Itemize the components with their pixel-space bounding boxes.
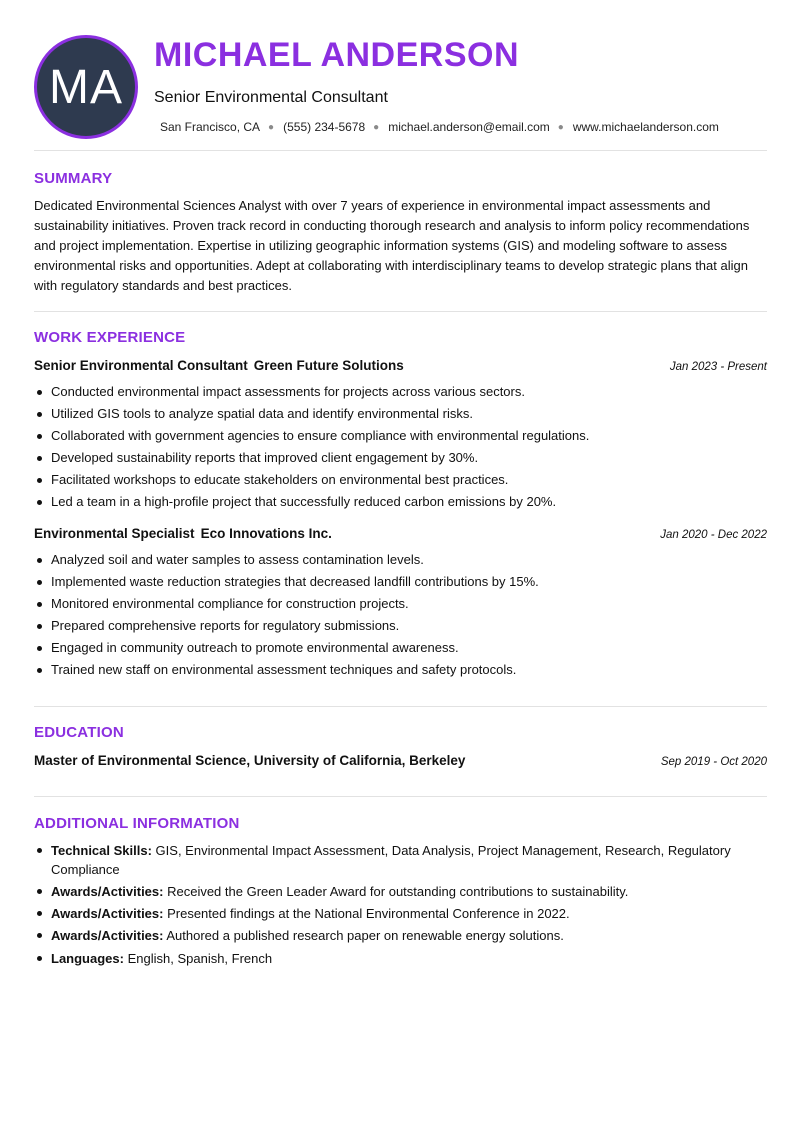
education-entry [34, 753, 767, 768]
job-role: Senior Environmental Consultant [34, 358, 248, 373]
separator-dot-icon: ● [268, 121, 275, 133]
info-text: GIS, Environmental Impact Assessment, Data Analysis, Project Management, Research, Regulatory Compliance [51, 843, 731, 877]
divider [34, 706, 767, 707]
candidate-name: MICHAEL ANDERSON [154, 36, 520, 74]
divider [34, 150, 767, 151]
list-item: Implemented waste reduction strategies that decreased landfill contributions by 15%. [34, 571, 767, 593]
job-role: Environmental Specialist [34, 526, 195, 541]
contact-website[interactable]: www.michaelanderson.com [572, 120, 719, 134]
list-item: Conducted environmental impact assessments for projects across various sectors. [34, 381, 767, 403]
contact-line [160, 120, 760, 134]
summary-heading: SUMMARY [34, 170, 113, 187]
education-dates: Sep 2019 - Oct 2020 [660, 756, 767, 768]
list-item [34, 926, 767, 945]
divider [34, 796, 767, 797]
job-header [34, 526, 767, 541]
info-label: Awards/Activities: [51, 884, 164, 899]
contact-location: San Francisco, CA [160, 120, 261, 134]
info-text: Authored a published research paper on renewable energy solutions. [166, 928, 564, 943]
list-item [34, 949, 767, 968]
list-item: Facilitated workshops to educate stakeholders on environmental best practices. [34, 469, 767, 491]
additional-info-heading: ADDITIONAL INFORMATION [34, 815, 240, 832]
education-degree: Master of Environmental Science, University of California, Berkeley [34, 753, 466, 768]
info-text: Received the Green Leader Award for outstanding contributions to sustainability. [167, 884, 629, 899]
list-item: Prepared comprehensive reports for regulatory submissions. [34, 615, 767, 637]
separator-dot-icon: ● [373, 121, 380, 133]
info-text: English, Spanish, French [127, 951, 273, 966]
education-heading: EDUCATION [34, 724, 124, 741]
job-company: Eco Innovations Inc. [200, 526, 332, 541]
list-item: Monitored environmental compliance for construction projects. [34, 593, 767, 615]
list-item [34, 882, 767, 901]
list-item: Developed sustainability reports that improved client engagement by 30%. [34, 447, 767, 469]
job-header [34, 358, 767, 373]
divider [34, 311, 767, 312]
list-item: Collaborated with government agencies to ensure compliance with environmental regulations. [34, 425, 767, 447]
info-label: Languages: [51, 951, 124, 966]
list-item: Engaged in community outreach to promote environmental awareness. [34, 637, 767, 659]
list-item [34, 841, 767, 879]
job-dates: Jan 2023 - Present [669, 361, 767, 373]
job-dates: Jan 2020 - Dec 2022 [660, 529, 767, 541]
list-item: Utilized GIS tools to analyze spatial data and identify environmental risks. [34, 403, 767, 425]
info-label: Awards/Activities: [51, 906, 164, 921]
candidate-title: Senior Environmental Consultant [154, 89, 388, 106]
job-company: Green Future Solutions [253, 358, 404, 373]
job-bullets [34, 549, 767, 681]
info-text: Presented findings at the National Environmental Conference in 2022. [167, 906, 570, 921]
contact-email[interactable]: michael.anderson@email.com [388, 120, 550, 134]
separator-dot-icon: ● [557, 121, 564, 133]
contact-phone: (555) 234-5678 [283, 120, 366, 134]
list-item [34, 904, 767, 923]
additional-info-list [34, 841, 767, 971]
job-bullets [34, 381, 767, 513]
summary-text: Dedicated Environmental Sciences Analyst with over 7 years of experience in environmental impact assessments and sustainability initiatives. Proven track record in conducting thorough research and analysis to inform policy recommendations and project implementation. Expertise in utilizing geographic information systems (GIS) and modeling software to assess environmental risks and opportunities. Adept at collaborating with interdisciplinary teams to develop strategic plans that align with regulatory standards and best practices. [34, 198, 750, 293]
list-item: Led a team in a high-profile project that successfully reduced carbon emissions by 20%. [34, 491, 767, 513]
info-label: Technical Skills: [51, 843, 152, 858]
info-label: Awards/Activities: [51, 928, 164, 943]
avatar [34, 35, 138, 139]
work-experience-heading: WORK EXPERIENCE [34, 329, 186, 346]
list-item: Trained new staff on environmental assessment techniques and safety protocols. [34, 659, 767, 681]
avatar-initials: MA [49, 60, 123, 114]
list-item: Analyzed soil and water samples to assess contamination levels. [34, 549, 767, 571]
